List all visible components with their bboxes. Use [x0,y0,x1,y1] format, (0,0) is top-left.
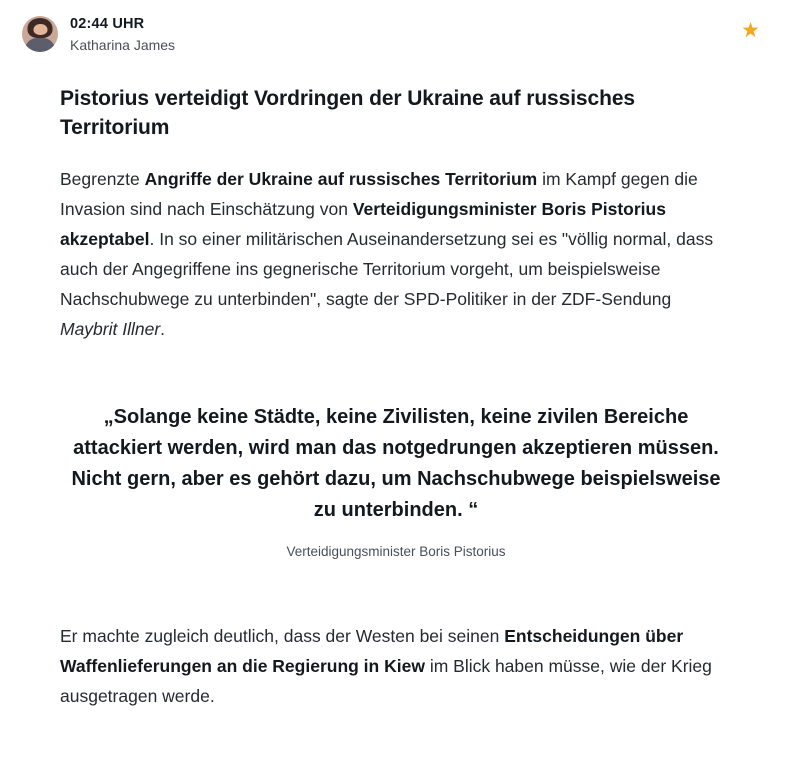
paragraph-1-text-3: . In so einer militärischen Auseinandersetzung sei es "völlig normal, dass auch der Angegriffene ins gegnerische Territorium vorgeht, um beispielsweise Nachschubwege zu unterbinden", sagte der SPD-Politiker in der ZDF-Sendung [60,229,714,309]
paragraph-1-text-4: . [160,319,166,339]
avatar-body [25,38,55,52]
paragraph-1-bold-2: Verteidigungsminister Boris Pistorius akzeptabel [60,199,666,249]
page-title: Pistorius verteidigt Vordringen der Ukraine auf russisches Territorium [60,87,635,139]
paragraph-2-bold-1: Entscheidungen über Waffenlieferungen an die Regierung in Kiew [60,626,684,676]
avatar-hair [28,18,53,38]
article-header [22,14,764,62]
pull-quote [60,402,732,559]
paragraph-1-text-2: im Kampf gegen die Invasion sind nach Einschätzung von [60,169,698,219]
article-meta [70,14,175,55]
article-paragraph-2 [60,621,732,711]
paragraph-1-bold-1: Angriffe der Ukraine auf russisches Territorium [144,169,538,189]
timestamp: 02:44 UHR [70,16,145,32]
paragraph-2-text-1: Er machte zugleich deutlich, dass der Westen bei seinen [60,626,505,646]
paragraph-1-text-1: Begrenzte [60,169,145,189]
avatar [22,16,58,52]
paragraph-2-text-2: im Blick haben müsse, wie der Krieg ausgetragen werde. [60,656,712,706]
article-paragraph-1 [60,164,732,344]
author-name: Katharina James [70,37,176,53]
pull-quote-source: Verteidigungsminister Boris Pistorius [286,544,506,559]
paragraph-1-italic-1: Maybrit Illner [60,319,161,339]
bookmark-star-icon[interactable]: ★ [741,19,760,42]
pull-quote-text: „Solange keine Städte, keine Zivilisten, keine zivilen Bereiche attackiert werden, wird man das notgedrungen akzeptieren müssen. Nicht gern, aber es gehört dazu, um Nachschubwege beispielsweise zu unterbinden. “ [71,406,721,521]
